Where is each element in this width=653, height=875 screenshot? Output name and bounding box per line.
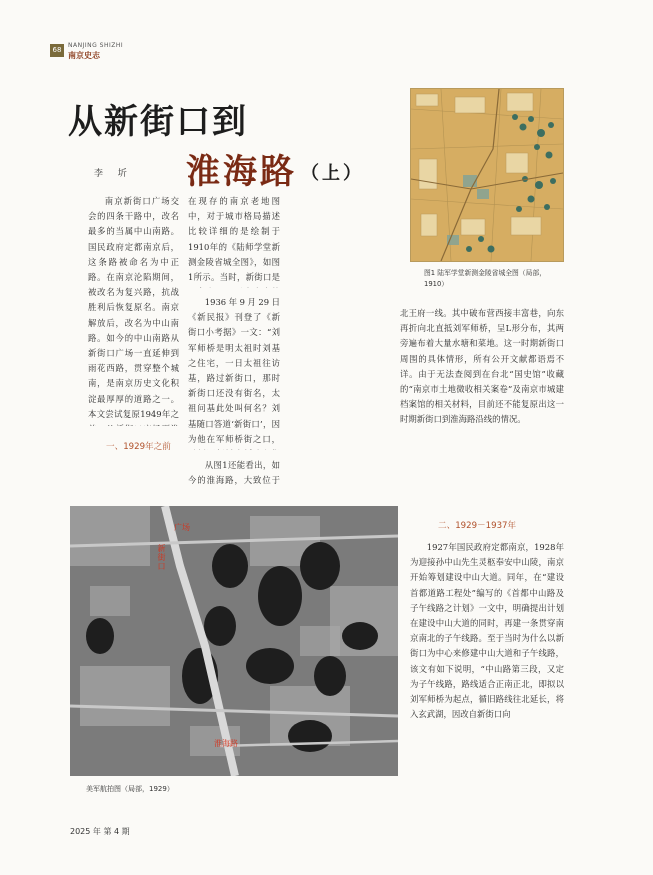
body-paragraph-map-intro-start — [88, 458, 179, 489]
body-paragraph-map-intro: 在现存的南京老地图中，对于城市格局描述比较详细的是绘制于1910年的《陆师学堂新测金陵省城全图》，如图1所示。当时，新街口是 — [188, 196, 280, 283]
body-paragraph-huaihai: 从图1还能看出，如今的淮海路，大致位于 — [188, 460, 280, 486]
aerial-photo-image — [70, 506, 398, 776]
historic-map-image — [410, 88, 564, 262]
body-paragraph-intro: 南京新街口广场交会的四条干路中，改名最多的当属中山南路。国民政府定都南京后，这条路被命名为中正路。在南京沦陷期间，被改名为复兴路，抗战胜利后恢复原名。南京解放后，改名为中山南路。如今的中山南路从新街口广场一直延伸到雨花西路，贯穿整个城南，是南京历史文化积淀最厚厚的道路之一。本文尝试复原1949年之 — [88, 196, 179, 419]
body-paragraph-1927: 1927年国民政府定都南京，1928年为迎接孙中山先生灵柩奉安中山陵，南京开始筹划建设中山大道。同年，在“建设首都道路工程处”编写的《首都中山路及子午线路之计划》一文中，明确提出计划在建设中山大道的同时，再建一条贯穿南京南北的子午线路。至于当时为什么以新街口为中心来修建中山大道和子午线路，该文有如下说明，“中山路第三段，又定为子午线路，路线适合正南正北，即拟以刘军师桥为起点，循旧路线往北延长，将入玄武湖，因改自新街口向 — [410, 542, 564, 720]
aerial-label-xinjiekou: 新街口 — [157, 544, 166, 571]
section-heading-2: 二、1929－1937年 — [438, 521, 517, 531]
article-title-part: （上） — [301, 163, 364, 184]
body-paragraph-newspaper: 1936年9月29日《新民报》刊登了《新街口小考据》一文：“刘军师桥是明太祖时刘基之住宅，一日太祖往访基，路过新街口，那时新街口还没有街名，太祖问基此处叫何名？刘基随口答道‘新街口’，因为他在军师桥街之口， — [188, 297, 280, 444]
section-heading-1: 一、1929年之前 — [106, 442, 171, 452]
body-paragraph-pobuying: 北王府一线。其中破布营西接丰富巷，向东再折向北直抵刘军师桥，呈L形分布，其两旁遍布着大量水塘和菜地。这一时期新街口周围的具体情形，所有公开文献都语焉不详。由于无法查阅到在台北“国史馆”收藏的“南京市土地微收相关案卷”及南京市城建档案馆的相关材料，目前还不能复原出这一时期新街口到淮海路沿线的情况。 — [400, 308, 564, 425]
article-title-main: 淮海路 — [186, 152, 297, 192]
figure1-caption: 图1 陆军学堂新测金陵省城全图（局部，1910） — [424, 269, 547, 288]
article-title-line1: 从新街口到 — [68, 102, 248, 142]
article-title-line2 — [186, 144, 364, 193]
article-author: 李 圻 — [94, 169, 133, 179]
page-number: 68 — [50, 44, 64, 57]
magazine-name-chinese: 南京史志 — [68, 50, 100, 60]
aerial-label-huaihai: 淮海路 — [214, 739, 238, 748]
aerial-photo-caption: 美军航拍图（局部，1929） — [86, 785, 174, 793]
page-footer-issue: 2025 年 第 4 期 — [70, 827, 130, 836]
aerial-label-top: 广场 — [174, 523, 190, 532]
magazine-name-english: NANJING SHIZHI — [68, 42, 124, 49]
